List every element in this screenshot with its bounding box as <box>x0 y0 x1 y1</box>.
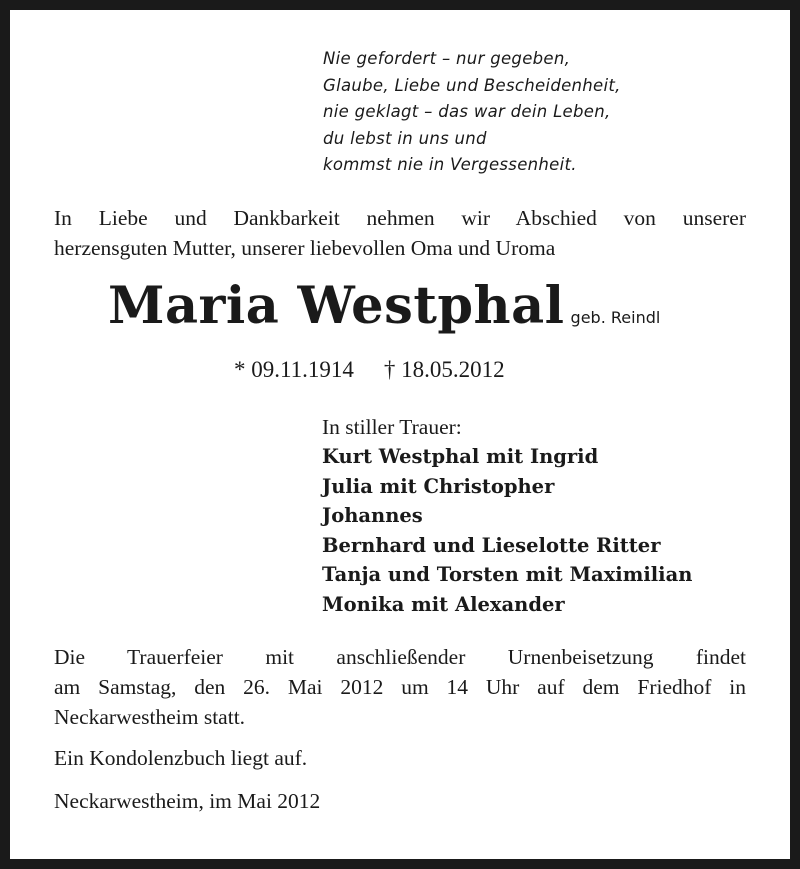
mourner-name: Julia mit Christopher <box>322 474 555 498</box>
deceased-name: Maria Westphal <box>108 276 565 336</box>
poem-line: Glaube, Liebe und Bescheidenheit, <box>323 75 621 95</box>
mourner-name: Tanja und Torsten mit Maximilian <box>322 563 693 586</box>
mourners-block <box>322 412 692 619</box>
ceremony-text <box>54 642 746 732</box>
intro-text <box>54 203 746 263</box>
poem-line: nie geklagt – das war dein Leben, <box>323 102 611 121</box>
poem-line: Nie gefordert – nur gegeben, <box>323 49 571 68</box>
condolence-text <box>54 743 746 773</box>
mourner-name: Bernhard und Lieselotte Ritter <box>322 533 661 557</box>
birth-date: * 09.11.1914 <box>234 357 354 382</box>
mourner-name: Monika mit Alexander <box>322 592 565 616</box>
poem <box>323 46 621 179</box>
intro-line: herzensguten Mutter, unserer liebevollen Oma und Uroma <box>54 236 556 260</box>
poem-line: kommst nie in Vergessenheit. <box>323 155 577 174</box>
condolence-line: Ein Kondolenzbuch liegt auf. <box>54 746 308 770</box>
ceremony-line: Die Trauerfeier mit anschließender Urnenbeisetzung findet <box>54 645 746 669</box>
place-date-line: Neckarwestheim, im Mai 2012 <box>54 789 321 813</box>
place-date <box>54 786 746 816</box>
deceased-heading <box>108 276 660 336</box>
intro-line: In Liebe und Dankbarkeit nehmen wir Abschied von unserer <box>54 206 746 230</box>
life-dates <box>234 357 505 383</box>
poem-line: du lebst in uns und <box>323 128 487 148</box>
ceremony-line: Neckarwestheim statt. <box>54 705 246 729</box>
mourner-name: Johannes <box>322 504 423 527</box>
birth-name: geb. Reindl <box>570 308 661 327</box>
death-date: † 18.05.2012 <box>383 357 505 382</box>
mourner-name: Kurt Westphal mit Ingrid <box>322 445 599 468</box>
mourners-heading: In stiller Trauer: <box>322 415 462 439</box>
ceremony-line: am Samstag, den 26. Mai 2012 um 14 Uhr auf dem Friedhof in <box>54 675 746 699</box>
